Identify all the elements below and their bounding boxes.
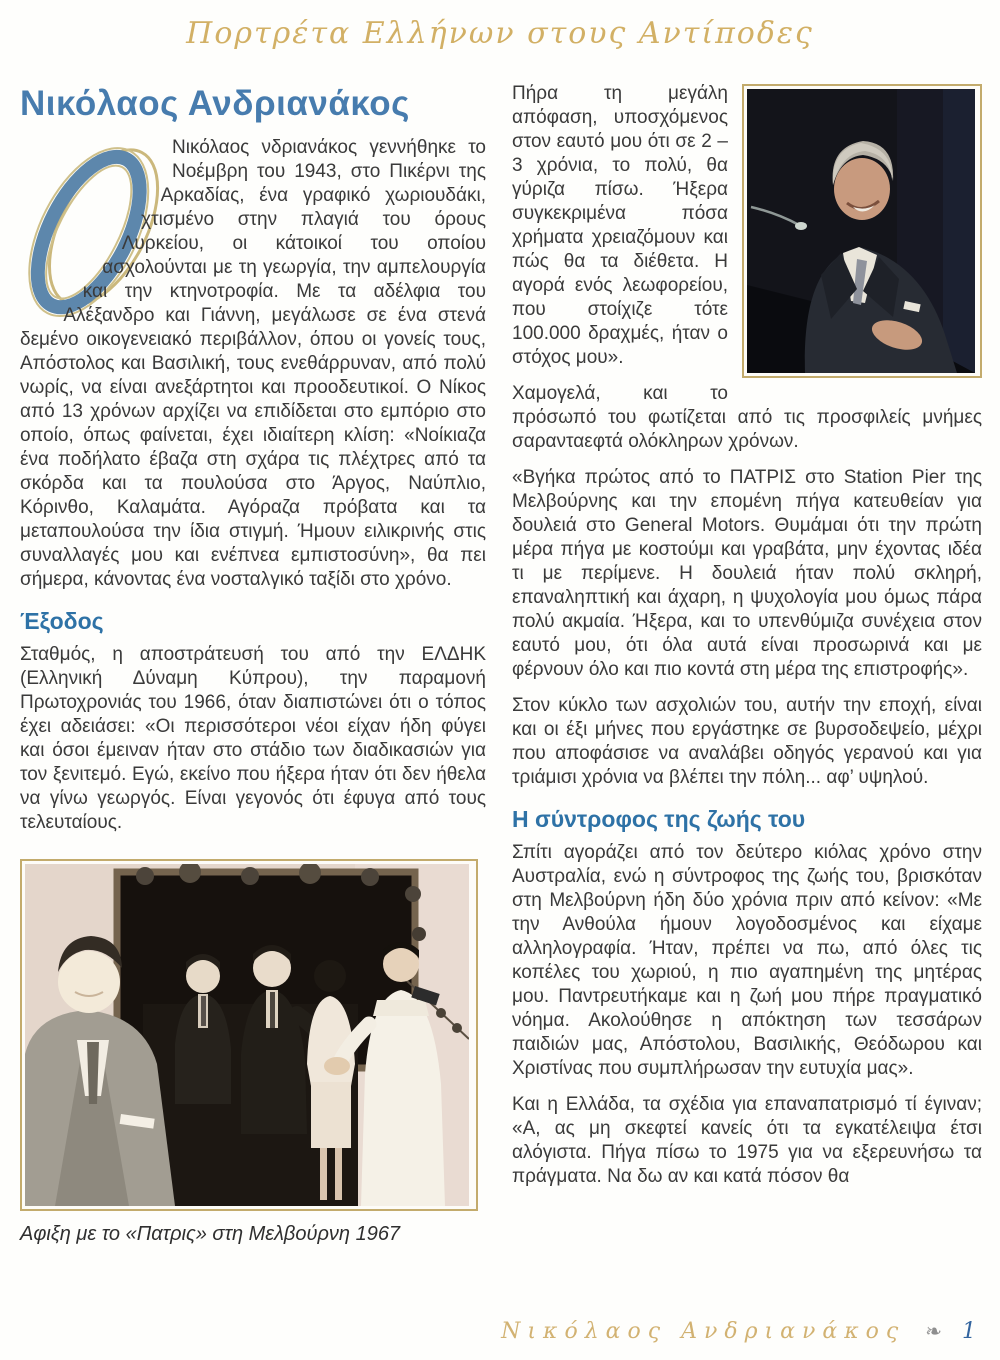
- arrival-photo-figure: [20, 859, 486, 1246]
- section-heading-exodos: Έξοδος: [20, 608, 104, 634]
- arrival-photo: [20, 859, 478, 1211]
- exodos-paragraph: Σταθμός, η αποστράτευσή του από την ΕΛΔΗΚ (Ελληνική Δύναμη Κύπρου), την παραμονή Πρωτοχρονιάς του 1966, όταν διαπιστώνει ότι ο τόπος έχει αδειάσει: «Οι περισσότεροι νέοι είχαν ήδη φύγει και όσοι έμειναν ήταν στο στάδιο των διαδικασιών για τον ξενιτεμό. Εγώ, εκείνο που ήξερα ήταν ότι δεν ήθελα να γίνω γεωργός. Είναι γεγονός ότι έφυγα από τους τελευταίους.: [20, 644, 486, 833]
- paragraph-jobs: Στον κύκλο των ασχολιών του, αυτήν την εποχή, είναι και οι έξι μήνες που εργάστηκε σε βυρσοδεψείο, μέχρι που αποφάσισε να αναλάβει οδηγός γερανού και για τριάμισι χρόνια να βλέπει την πόλη... αφ’ υψηλού.: [512, 695, 982, 788]
- right-column: [512, 78, 982, 1246]
- page-number: 1: [962, 1319, 976, 1344]
- fleuron-icon: ❧: [925, 1321, 942, 1343]
- footer-running-title: Νικόλαος Ανδριανάκος: [501, 1319, 906, 1344]
- section-heading-partner: Η σύντροφος της ζωής του: [512, 806, 806, 832]
- paragraph-partner: Σπίτι αγοράζει από τον δεύτερο κιόλας χρόνο στην Αυστραλία, ενώ η σύντροφος της ζωής του, βρισκόταν στη Μελβούρνη ήδη δύο χρόνια πριν από κείνον: «Με την Ανθούλα ήμουν λογοδοσμένος και είχαμε αλληλογραφία. Ήταν, πρέπει να πω, από όλες τις κοπέλες του χωριού, η πιο αγαπημένη της μητέρας μου. Παντρευτήκαμε και η ζωή μου πήρε πραγματικό νόημα. Ακολούθησε η απόκτηση των τεσσάρων παιδιών μας, Απόστολου, Βασιλικής, Θεόδωρου και Χριστίνας που συμπλήρωσαν την ευτυχία μας».: [512, 842, 982, 1079]
- continuation-paragraph: Πήρα τη μεγάλη απόφαση, υποσχόμενος στον εαυτό μου ότι σε 2 – 3 χρόνια, το πολύ, θα γύριζα πίσω. Ήξερα συγκεκριμένα πόσα χρήματα χρειαζόμουν και πώς θα τα διέθετα. Η αγορά ενός λεωφορείου, που στοίχιζε τότε 100.000 δραχμές, ήταν ο στόχος μου».: [512, 83, 728, 368]
- podium-photo: [742, 84, 982, 378]
- two-column-layout: [0, 66, 1000, 1246]
- intro-block: [20, 136, 486, 592]
- series-title: Πορτρέτα Ελλήνων στους Αντίποδες: [186, 16, 814, 51]
- intro-paragraph: Νικόλαος νδριανάκος γεννήθηκε το Νοέμβρη του 1943, στο Πικέρνι της Αρκαδίας, ένα γραφικό χωριουδάκι, χτισμένο στην πλαγιά του όρους Λυρκείου, οι κάτοικοί του οποίου ασχολούνται με τη γεωργία, την αμπελουργία και την κτηνοτροφία. Με τα αδέλφια του Αλέξανδρο και Γιάννη, μεγάλωσε σε ένα στενά δεμένο οικογενειακό περιβάλλον, όπου οι γονείς τους, Απόστολος και Βασιλική, τους ενεθάρρυναν, από πολύ νωρίς, να είναι ανεξάρτητοι και προοδευτικοί. Ο Νίκος από 13 χρόνων αρχίζει να επιδίδεται στο εμπόριο στο οποίο, όπως φαίνεται, έχει ιδιαίτερη κλίση: «Νοίκιαζα ένα ποδήλατο έβαζα στη σχάρα τις πλέχτρες από τα σκόρδα και τα πουλούσα στο Άργος, Ναύπλιο, Κόρινθο, Καλαμάτα. Αγόραζα πρόβατα και τα μεταπουλούσα την ίδια στιγμή. Ήμουν ειλικρινής στις συναλλαγές μου και ενέπνεα εμπιστοσύνη», θα πει σήμερα, κάνοντας ένα νοσταλγικό ταξίδι στο χρόνο.: [20, 137, 486, 590]
- page-header: [0, 0, 1000, 66]
- paragraph-greece: Και η Ελλάδα, τα σχέδια για επαναπατρισμό τί έγιναν; «Α, ας μη σκεφτεί κανείς ότι τα εγκατέλειψα έτσι αλόγιστα. Πήγα πίσω το 1975 για να εξερευνήσω τα πράγματα. Να δω αν και κατά πόσον θα: [512, 1094, 982, 1187]
- podium-photo-illustration: [747, 89, 975, 373]
- paragraph-patris: «Βγήκα πρώτος από το ΠΑΤΡΙΣ στο Station Pier της Μελβούρνης και την επομένη πήγα κατευθείαν για δουλειά στο General Motors. Θυμάμαι ότι την πρώτη μέρα πήγα με κοστούμι και γραβάτα, μην έχοντας ιδέα τι με περίμενε. Η δουλειά ήταν πολύ σκληρή, επαναληπτική και άχαρη, η ψυχολογία μου όμως πάρα πολύ ακμαία. Ήξερα, και το υπενθύμιζα συνέχεια στον εαυτό μου, ότι όλα αυτά είναι προσωρινά και με φέρνουν όλο και πιο κοντά στη μέρα της επιστροφής».: [512, 467, 982, 680]
- paragraph-smile: Χαμογελά, και το πρόσωπό του φωτίζεται από τις προσφιλείς μνήμες σαρανταεφτά ολόκληρων χρόνων.: [512, 383, 982, 452]
- article-title: Νικόλαος Ανδριανάκος: [20, 84, 410, 123]
- left-column: [20, 78, 486, 1246]
- arrival-photo-caption: Αφιξη με το «Πατρις» στη Μελβούρνη 1967: [20, 1223, 401, 1245]
- page-footer: [501, 1319, 976, 1344]
- arrival-photo-illustration: [25, 864, 469, 1206]
